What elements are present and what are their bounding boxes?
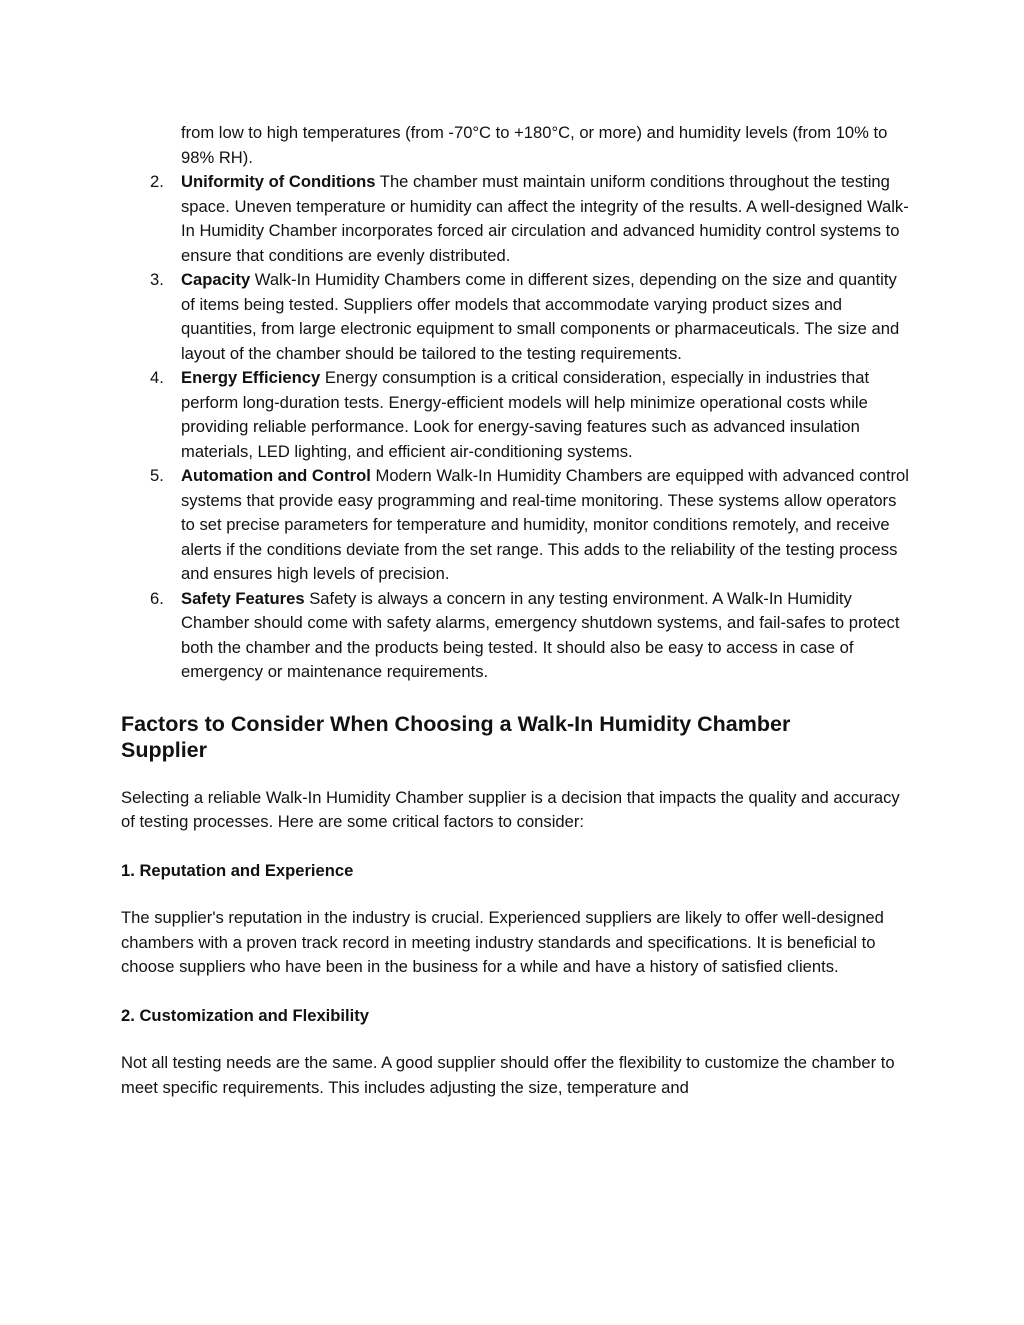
list-item-number: 4. xyxy=(150,368,164,387)
factor-2-heading: 2. Customization and Flexibility xyxy=(121,1005,370,1025)
list-item-energy-efficiency xyxy=(121,366,911,464)
list-item-number: 6. xyxy=(150,588,164,608)
intro-paragraph: Selecting a reliable Walk-In Humidity Chamber supplier is a decision that impacts the quality and accuracy of testing processes. Here are some critical factors to consider: xyxy=(121,787,900,831)
list-item-title: Safety Features xyxy=(181,588,305,608)
document-content xyxy=(121,121,911,1100)
list-item-text: Energy consumption is a critical consideration, especially in industries that perform long-duration tests. Energy-efficient models will help minimize operational costs while providing reliable performance. Look for energy-saving features such as advanced insulation materials, LED lighting, and efficient air-conditioning systems. xyxy=(181,368,870,461)
factor-1-paragraph: The supplier's reputation in the industry is crucial. Experienced suppliers are likely to offer well-designed chambers with a proven track record in meeting industry standards and specifications. It is beneficial to choose suppliers who have been in the business for a while and have a history of satisfied clients. xyxy=(121,908,884,976)
list-item-title: Energy Efficiency xyxy=(181,368,321,387)
list-item-automation-control xyxy=(121,464,911,587)
list-item-number: 3. xyxy=(150,270,164,289)
list-item-title: Capacity xyxy=(181,270,251,289)
list-item-text: Walk-In Humidity Chambers come in different sizes, depending on the size and quantity of items being tested. Suppliers offer models that accommodate varying product sizes and quantities, from large electronic equipment to small components or pharmaceuticals. The size and layout of the chamber should be tailored to the testing requirements. xyxy=(181,270,900,363)
list-item-number: 5. xyxy=(150,466,164,485)
list-item-number: 2. xyxy=(150,172,164,191)
list-item-safety-features xyxy=(121,587,911,685)
list-item-continued xyxy=(121,121,911,170)
list-item-text: Safety is always a concern in any testing environment. A Walk-In Humidity Chamber should come with safety alarms, emergency shutdown systems, and fail-safes to protect both the chamber and the products being tested. It should also be easy to access in case of emergency or maintenance requirements. xyxy=(181,588,900,681)
section-heading: Factors to Consider When Choosing a Walk-In Humidity Chamber Supplier xyxy=(121,711,791,762)
list-item-text: The chamber must maintain uniform conditions throughout the testing space. Uneven temperature or humidity can affect the integrity of the results. A well-designed Walk-In Humidity Chamber incorporates forced air circulation and advanced humidity control systems to ensure that conditions are evenly distributed. xyxy=(181,172,909,265)
features-list xyxy=(121,121,911,685)
list-item-title: Uniformity of Conditions xyxy=(181,172,376,191)
factor-1-heading: 1. Reputation and Experience xyxy=(121,860,354,880)
list-item-text: Modern Walk-In Humidity Chambers are equipped with advanced control systems that provide easy programming and real-time monitoring. These systems allow operators to set precise parameters for temperature and humidity, monitor conditions remotely, and receive alerts if the conditions deviate from the set range. This adds to the reliability of the testing process and ensures high levels of precision. xyxy=(181,466,909,583)
list-item-capacity xyxy=(121,268,911,366)
list-item-text: from low to high temperatures (from -70°C to +180°C, or more) and humidity levels (from 10% to 98% RH). xyxy=(181,123,888,167)
list-item-title: Automation and Control xyxy=(181,466,371,485)
factor-2-paragraph: Not all testing needs are the same. A good supplier should offer the flexibility to customize the chamber to meet specific requirements. This includes adjusting the size, temperature and xyxy=(121,1053,895,1097)
list-item-uniformity xyxy=(121,170,911,268)
